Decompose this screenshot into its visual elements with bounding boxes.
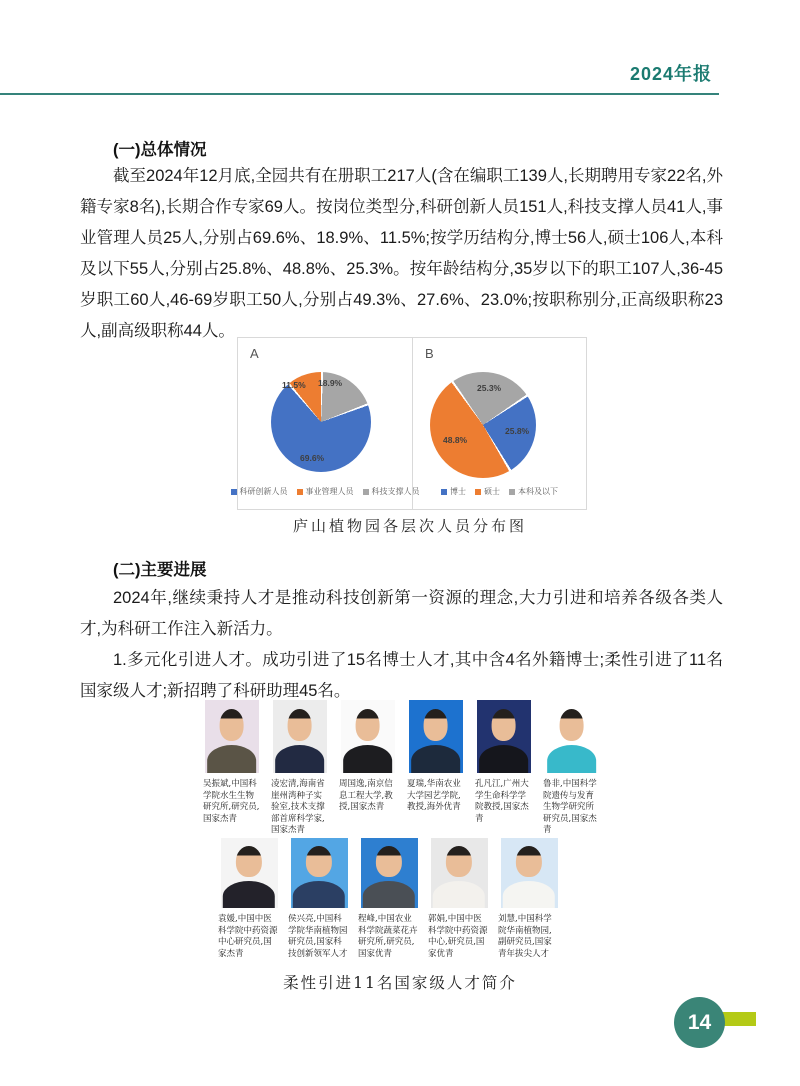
- portrait-photo: [409, 700, 463, 773]
- section-1-heading: (一)总体情况: [113, 141, 207, 159]
- legend-label: 科研创新人员: [239, 487, 288, 496]
- portrait-photo: [221, 838, 278, 908]
- avatar-icon: [219, 709, 244, 741]
- pie-b-value-label: 25.8%: [505, 426, 530, 436]
- panel-a-label: A: [250, 346, 259, 361]
- person-caption: 程峰,中国农业科学院蔬菜花卉研究所,研究员,国家优青: [358, 914, 418, 959]
- portrait-photo: [291, 838, 348, 908]
- person-caption: 郭娟,中国中医科学院中药资源中心,研究员,国家优青: [428, 914, 488, 959]
- person-card: [203, 700, 260, 837]
- people-grid-caption: 柔性引进11名国家级人才简介: [283, 974, 517, 992]
- avatar-icon: [516, 846, 542, 877]
- avatar-torso: [433, 881, 485, 908]
- portrait-photo: [501, 838, 558, 908]
- person-caption: 袁媛,中国中医科学院中药资源中心研究员,国家杰青: [218, 914, 278, 959]
- avatar-icon: [446, 846, 472, 877]
- legend-label: 事业管理人员: [305, 487, 354, 496]
- legend-item: [363, 486, 420, 497]
- portrait-photo: [431, 838, 488, 908]
- avatar-icon: [491, 709, 516, 741]
- pie-b-legend: [413, 486, 586, 497]
- portrait-photo: [341, 700, 395, 773]
- avatar-torso: [411, 745, 461, 773]
- legend-item: [441, 486, 466, 497]
- portrait-photo: [205, 700, 259, 773]
- person-caption: 刘慧,中国科学院华南植物园,副研究员,国家青年拔尖人才: [498, 914, 552, 959]
- person-card: [218, 838, 280, 960]
- figure-panel-b: [412, 338, 586, 509]
- person-caption: 孔凡江,广州大学生命科学学院教授,国家杰青: [475, 779, 529, 824]
- pie-a-legend: [238, 486, 420, 497]
- figure-caption: 庐山植物园各层次人员分布图: [292, 517, 527, 535]
- people-grid-row-1: [203, 700, 600, 837]
- report-title: 2024年报: [629, 64, 712, 84]
- legend-marker-icon: [441, 489, 447, 495]
- legend-marker-icon: [475, 489, 481, 495]
- avatar-icon: [236, 846, 262, 877]
- legend-item: [475, 486, 500, 497]
- person-card: [339, 700, 396, 837]
- legend-label: 科技支撑人员: [371, 487, 420, 496]
- pie-figure: [237, 337, 587, 510]
- legend-label: 硕士: [484, 487, 500, 496]
- person-caption: 凌宏清,海南省崖州湾种子实验室,技术支撑部首席科学家,国家杰青: [271, 779, 325, 835]
- person-card: [288, 838, 350, 960]
- avatar-torso: [503, 881, 555, 908]
- person-caption: 夏瑞,华南农业大学园艺学院,教授,海外优青: [407, 779, 461, 812]
- avatar-torso: [343, 745, 393, 773]
- person-caption: 吴振斌,中国科学院水生生物研究所,研究员,国家杰青: [203, 779, 260, 824]
- portrait-photo: [361, 838, 418, 908]
- legend-marker-icon: [297, 489, 303, 495]
- legend-label: 本科及以下: [518, 487, 558, 496]
- legend-item: [297, 486, 354, 497]
- legend-marker-icon: [363, 489, 369, 495]
- legend-item: [509, 486, 558, 497]
- person-caption: 周国逸,南京信息工程大学,教授,国家杰青: [339, 779, 393, 812]
- legend-marker-icon: [509, 489, 515, 495]
- person-card: [407, 700, 464, 837]
- avatar-torso: [547, 745, 597, 773]
- pie-a-value-label: 11.5%: [282, 380, 306, 390]
- person-card: [271, 700, 328, 837]
- person-caption: 侯兴亮,中国科学院华南植物园研究员,国家科技创新领军人才: [288, 914, 348, 959]
- avatar-torso: [207, 745, 257, 773]
- pie-b-value-label: 25.3%: [477, 383, 502, 393]
- person-card: [475, 700, 532, 837]
- avatar-icon: [306, 846, 332, 877]
- figure-panel-a: [238, 338, 420, 509]
- page-number: 14: [687, 1010, 712, 1034]
- section-1-paragraph: 截至2024年12月底,全园共有在册职工217人(含在编职工139人,长期聘用专家22名,外籍专家8名),长期合作专家69人。按岗位类型分,科研创新人员151人,科技支撑人员41人,事业管理人员25人,分别占69.6%、18.9%、11.5%;按学历结构分,博士56人,硕士106人,本科及以下55人,分别占25.8%、48.8%、25.3%。按年龄结构分,35岁以下的职工107人,36-45岁职工60人,46-69岁职工50人,分别占49.3%、27.6%、23.0%;按职称别分,正高级职称23人,副高级职称44人。: [80, 167, 723, 340]
- panel-b-label: B: [425, 346, 434, 361]
- person-caption: 鲁非,中国科学院遗传与发育生物学研究所研究员,国家杰青: [543, 779, 597, 835]
- avatar-icon: [559, 709, 584, 741]
- avatar-torso: [223, 881, 275, 908]
- person-card: [428, 838, 490, 960]
- avatar-icon: [355, 709, 380, 741]
- portrait-photo: [545, 700, 599, 773]
- section-2-heading: (二)主要进展: [113, 561, 207, 579]
- section-2-paragraph-1: 2024年,继续秉持人才是推动科技创新第一资源的理念,大力引进和培养各级各类人才,为科研工作注入新活力。: [80, 589, 723, 638]
- people-grid-row-2: [218, 838, 560, 960]
- section-2-paragraph-2: 1.多元化引进人才。成功引进了15名博士人才,其中含4名外籍博士;柔性引进了11名国家级人才;新招聘了科研助理45名。: [80, 651, 723, 700]
- legend-item: [231, 486, 288, 497]
- page-number-badge: [674, 997, 725, 1048]
- avatar-torso: [479, 745, 529, 773]
- avatar-torso: [275, 745, 325, 773]
- avatar-icon: [423, 709, 448, 741]
- avatar-torso: [293, 881, 345, 908]
- header-rule: [0, 93, 719, 95]
- pie-b-value-label: 48.8%: [443, 435, 468, 445]
- legend-label: 博士: [450, 487, 466, 496]
- pie-a-value-label: 18.9%: [318, 378, 343, 388]
- portrait-photo: [273, 700, 327, 773]
- person-card: [543, 700, 600, 837]
- legend-marker-icon: [231, 489, 237, 495]
- person-card: [498, 838, 560, 960]
- avatar-icon: [376, 846, 402, 877]
- avatar-icon: [287, 709, 312, 741]
- avatar-torso: [363, 881, 415, 908]
- pie-a-value-label: 69.6%: [300, 453, 325, 463]
- portrait-photo: [477, 700, 531, 773]
- person-card: [358, 838, 420, 960]
